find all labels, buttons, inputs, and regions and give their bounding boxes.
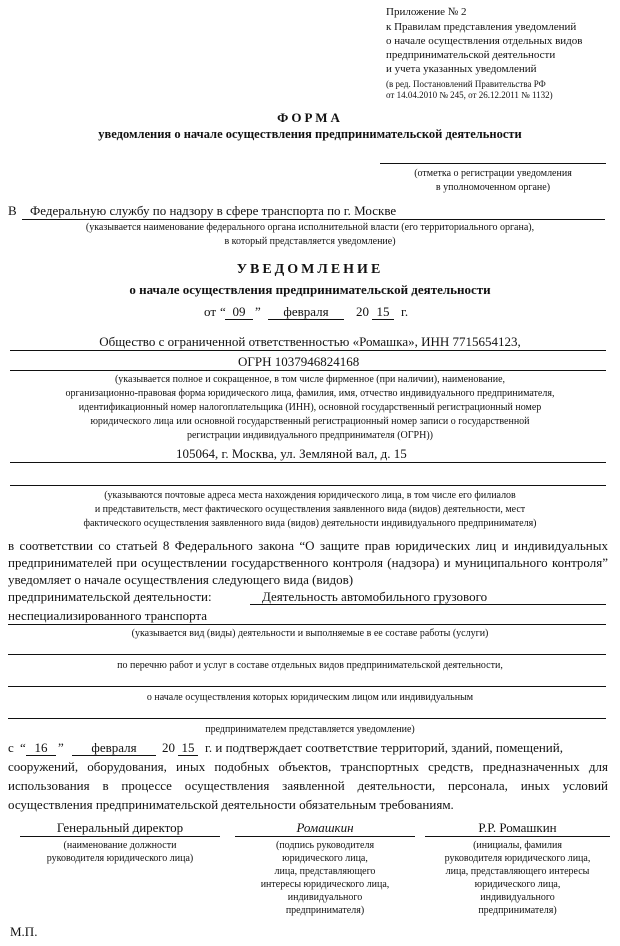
address-hint: (указываются почтовые адреса места нахождения юридического лица, в том числе его филиалов [104,490,516,501]
start-prefix: с [8,740,14,755]
form-title: ФОРМА [277,110,343,125]
date-year-prefix: 20 [356,304,369,319]
signature-name-hint: предпринимателя) [478,905,557,916]
signature-sign: Ромашкин [296,820,354,835]
notice-subtitle: о начале осуществления предпринимательской деятельности [129,282,491,297]
date-year: 15 [376,304,390,319]
notice-title: УВЕДОМЛЕНИЕ [236,262,384,277]
signature-sign-hint: индивидуального [287,892,363,903]
appendix-line: к Правилам представления уведомлений [386,21,577,33]
registration-line [380,163,606,164]
address-hint: фактического осуществления заявленного вида (видов) деятельности индивидуального предпринимателя) [83,518,537,529]
activity-hint: по перечню работ и услуг в составе отдельных видов предпринимательской деятельности, [117,660,503,671]
signature-name-hint: (инициалы, фамилия [473,840,562,851]
form-subtitle: уведомления о начале осуществления предпринимательской деятельности [98,127,522,141]
company-hint: идентификационный номер налогоплательщика (ИНН), основной государственный регистрационный номер [78,402,542,413]
appendix-line: и учета указанных уведомлений [386,63,537,75]
start-year: 15 [181,740,195,755]
recipient-line [22,219,605,220]
signature-name-hint: индивидуального [480,892,555,903]
activity-hint: предпринимателем представляется уведомление) [205,724,415,735]
activity-hint: о начале осуществления которых юридическим лицом или индивидуальным [146,692,474,703]
signature-name-hint: лица, представляющего интересы [445,866,590,877]
start-year-prefix: 20 [162,740,175,755]
signature-position-hint: (наименование должности [63,840,177,851]
company-hint: организационно-правовая форма юридического лица, фамилия, имя, отчество индивидуального предпринимателя, [65,388,555,399]
start-day: 16 [34,740,48,755]
signature-sign-hint: юридического лица, [282,853,368,864]
activity-hint: (указывается вид (виды) деятельности и выполняемые в ее составе работы (услуги) [131,628,489,639]
registration-hint: в уполномоченном органе) [435,182,551,193]
start-text: сооружений, оборудования, иных подобных объектов, транспортных средств, предназначенных для использования в процессе осуществления заявленной деятельности, персонала, иных условий осуществления предпринимательской деятельности обязательным требованиям. [8,759,608,812]
activity-label: предпринимательской деятельности: [8,589,212,604]
recipient-prefix: В [8,203,17,218]
signature-sign-hint: (подпись руководителя [275,840,375,851]
appendix-line: о начале осуществления отдельных видов [386,35,583,47]
address-hint: и представительств, мест фактического осуществления заявленного вида (видов) деятельности, мест [94,504,526,515]
address-value: 105064, г. Москва, ул. Земляной вал, д. 15 [176,446,407,461]
start-month: февраля [91,740,137,755]
date-from: от [204,304,217,319]
signature-sign-hint: интересы юридического лица, [260,879,390,890]
recipient-hint: (указывается наименование федерального органа исполнительной власти (его территориального органа), [85,222,535,233]
stamp-place: М.П. [10,924,38,939]
registration-hint: (отметка о регистрации уведомления [414,168,572,179]
appendix-edition: (в ред. Постановлений Правительства РФ [386,79,546,89]
signature-position-hint: руководителя юридического лица) [46,853,194,864]
company-name: Общество с ограниченной ответственностью «Ромашка», ИНН 7715654123, [99,334,521,349]
signature-sign-hint: предпринимателя) [285,905,365,916]
signature-name: Р.Р. Ромашкин [478,820,557,835]
signature-position: Генеральный директор [56,820,184,835]
recipient-hint: в который представляется уведомление) [224,236,396,247]
company-ogrn: ОГРН 1037946824168 [238,354,360,369]
company-hint: (указывается полное и сокращенное, в том числе фирменное (при наличии), наименование, [114,374,506,385]
company-hint: юридического лица или основной государственный регистрационный номер записи о государственной [90,416,530,427]
activity-value: неспециализированного транспорта [8,608,208,623]
date-year-suffix: г. [401,304,409,319]
company-hint: регистрации индивидуального предпринимателя (ОГРН)) [186,430,434,441]
signature-name-hint: руководителя юридического лица, [444,853,591,864]
recipient-value: Федеральную службу по надзору в сфере транспорта по г. Москве [30,203,397,218]
appendix-title: Приложение № 2 [386,6,467,18]
law-text: в соответствии со статьей 8 Федерального закона “О защите прав юридических лиц и индивидуальных предпринимателей при осуществлении государственного контроля (надзора) и муниципального контроля” уведомляет о начале осуществления следующего вида (видов) [8,538,608,587]
appendix-edition: от 14.04.2010 № 245, от 26.12.2011 № 1132) [386,90,553,100]
date-month: февраля [283,304,329,319]
signature-sign-hint: лица, представляющего [274,866,376,877]
appendix-line: предпринимательской деятельности [386,49,556,61]
signature-name-hint: юридического лица, [474,879,561,890]
start-rest: г. и подтверждает соответствие территорий, зданий, помещений, [205,740,563,755]
activity-value: Деятельность автомобильного грузового [262,589,488,604]
date-day: 09 [232,304,246,319]
